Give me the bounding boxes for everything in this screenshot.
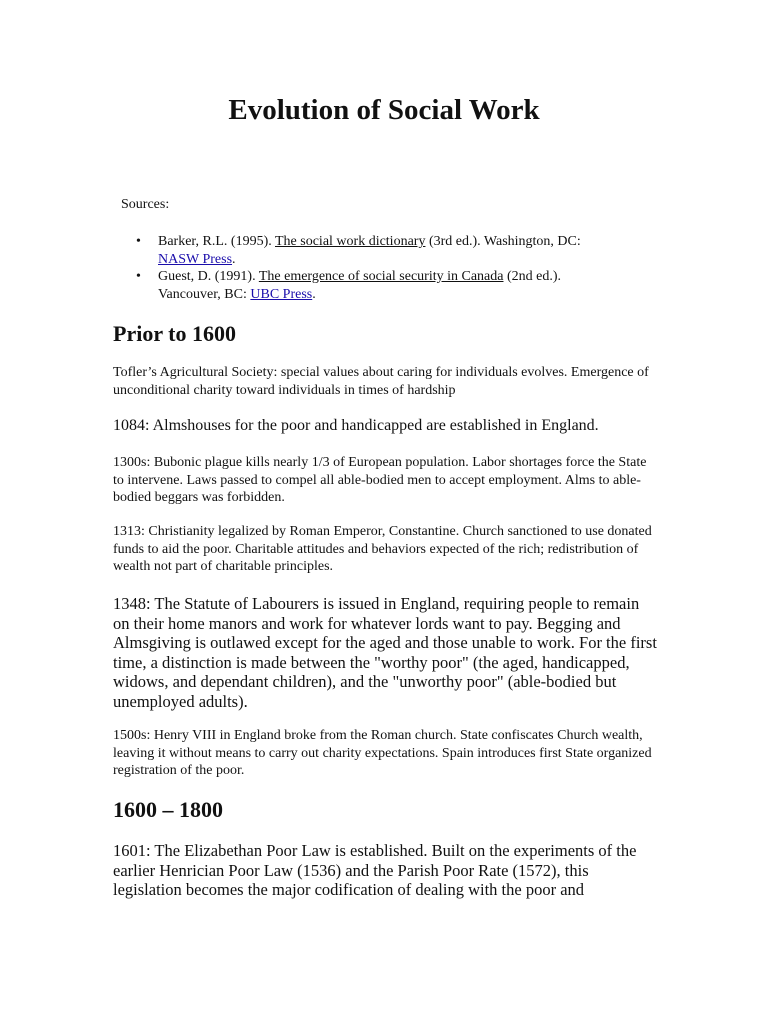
source-title: The social work dictionary xyxy=(275,234,426,249)
section-heading-prior-1600: Prior to 1600 xyxy=(113,321,237,346)
source-text: Guest, D. (1991). xyxy=(158,269,259,284)
paragraph-1601: 1601: The Elizabethan Poor Law is established. Built on the experiments of the earlier Henrician Poor Law (1536) and the Parish Poor Rate (1572), this legislation becomes the major codification of dealing with the poor and xyxy=(113,841,637,899)
paragraph-1348: 1348: The Statute of Labourers is issued in England, requiring people to remain on their home manors and work for whatever lords want to pay. Begging and Almsgiving is outlawed except for the aged and those unable to work. For the first time, a distinction is made between the "worthy poor" (the aged, handicapped, widows, and dependant children), and the "unworthy poor" (able-bodied but unemployed adults). xyxy=(113,594,657,711)
bullet-icon: • xyxy=(136,269,141,284)
bullet-icon: • xyxy=(136,234,141,249)
paragraph-1084: 1084: Almshouses for the poor and handicapped are established in England. xyxy=(113,417,599,434)
sources-label: Sources: xyxy=(121,197,170,212)
paragraph-agricultural-society: Tofler’s Agricultural Society: special values about caring for individuals evolves. Emergence of unconditional charity toward individuals in times of hardship xyxy=(113,365,649,398)
source-item xyxy=(132,233,612,268)
sources-list xyxy=(132,233,612,303)
source-text: . xyxy=(232,251,236,267)
paragraph-1500s: 1500s: Henry VIII in England broke from the Roman church. State confiscates Church wealth, leaving it without means to carry out charity expectations. Spain introduces first State organized registration of the poor. xyxy=(113,728,652,778)
publisher-link[interactable]: UBC Press xyxy=(250,286,313,302)
source-item xyxy=(132,268,612,303)
section-heading-1600-1800: 1600 – 1800 xyxy=(113,797,223,822)
source-text: . xyxy=(312,286,316,302)
source-text: (3rd ed.). Washington, DC: xyxy=(425,234,581,249)
source-text: (2nd ed.). Vancouver, BC: xyxy=(158,269,562,302)
paragraph-1313: 1313: Christianity legalized by Roman Emperor, Constantine. Church sanctioned to use donated funds to aid the poor. Charitable attitudes and behaviors expected of the rich; redistribution of wealth not part of charitable principles. xyxy=(113,524,652,574)
source-title: The emergence of social security in Canada xyxy=(258,269,504,284)
source-text: Barker, R.L. (1995). xyxy=(158,234,275,249)
page-title: Evolution of Social Work xyxy=(228,94,540,126)
paragraph-1300s: 1300s: Bubonic plague kills nearly 1/3 of European population. Labor shortages force the State to intervene. Laws passed to compel all able-bodied men to accept employment. Alms to able-bodied beggars was forbidden. xyxy=(113,455,647,505)
publisher-link[interactable]: NASW Press xyxy=(158,251,233,267)
